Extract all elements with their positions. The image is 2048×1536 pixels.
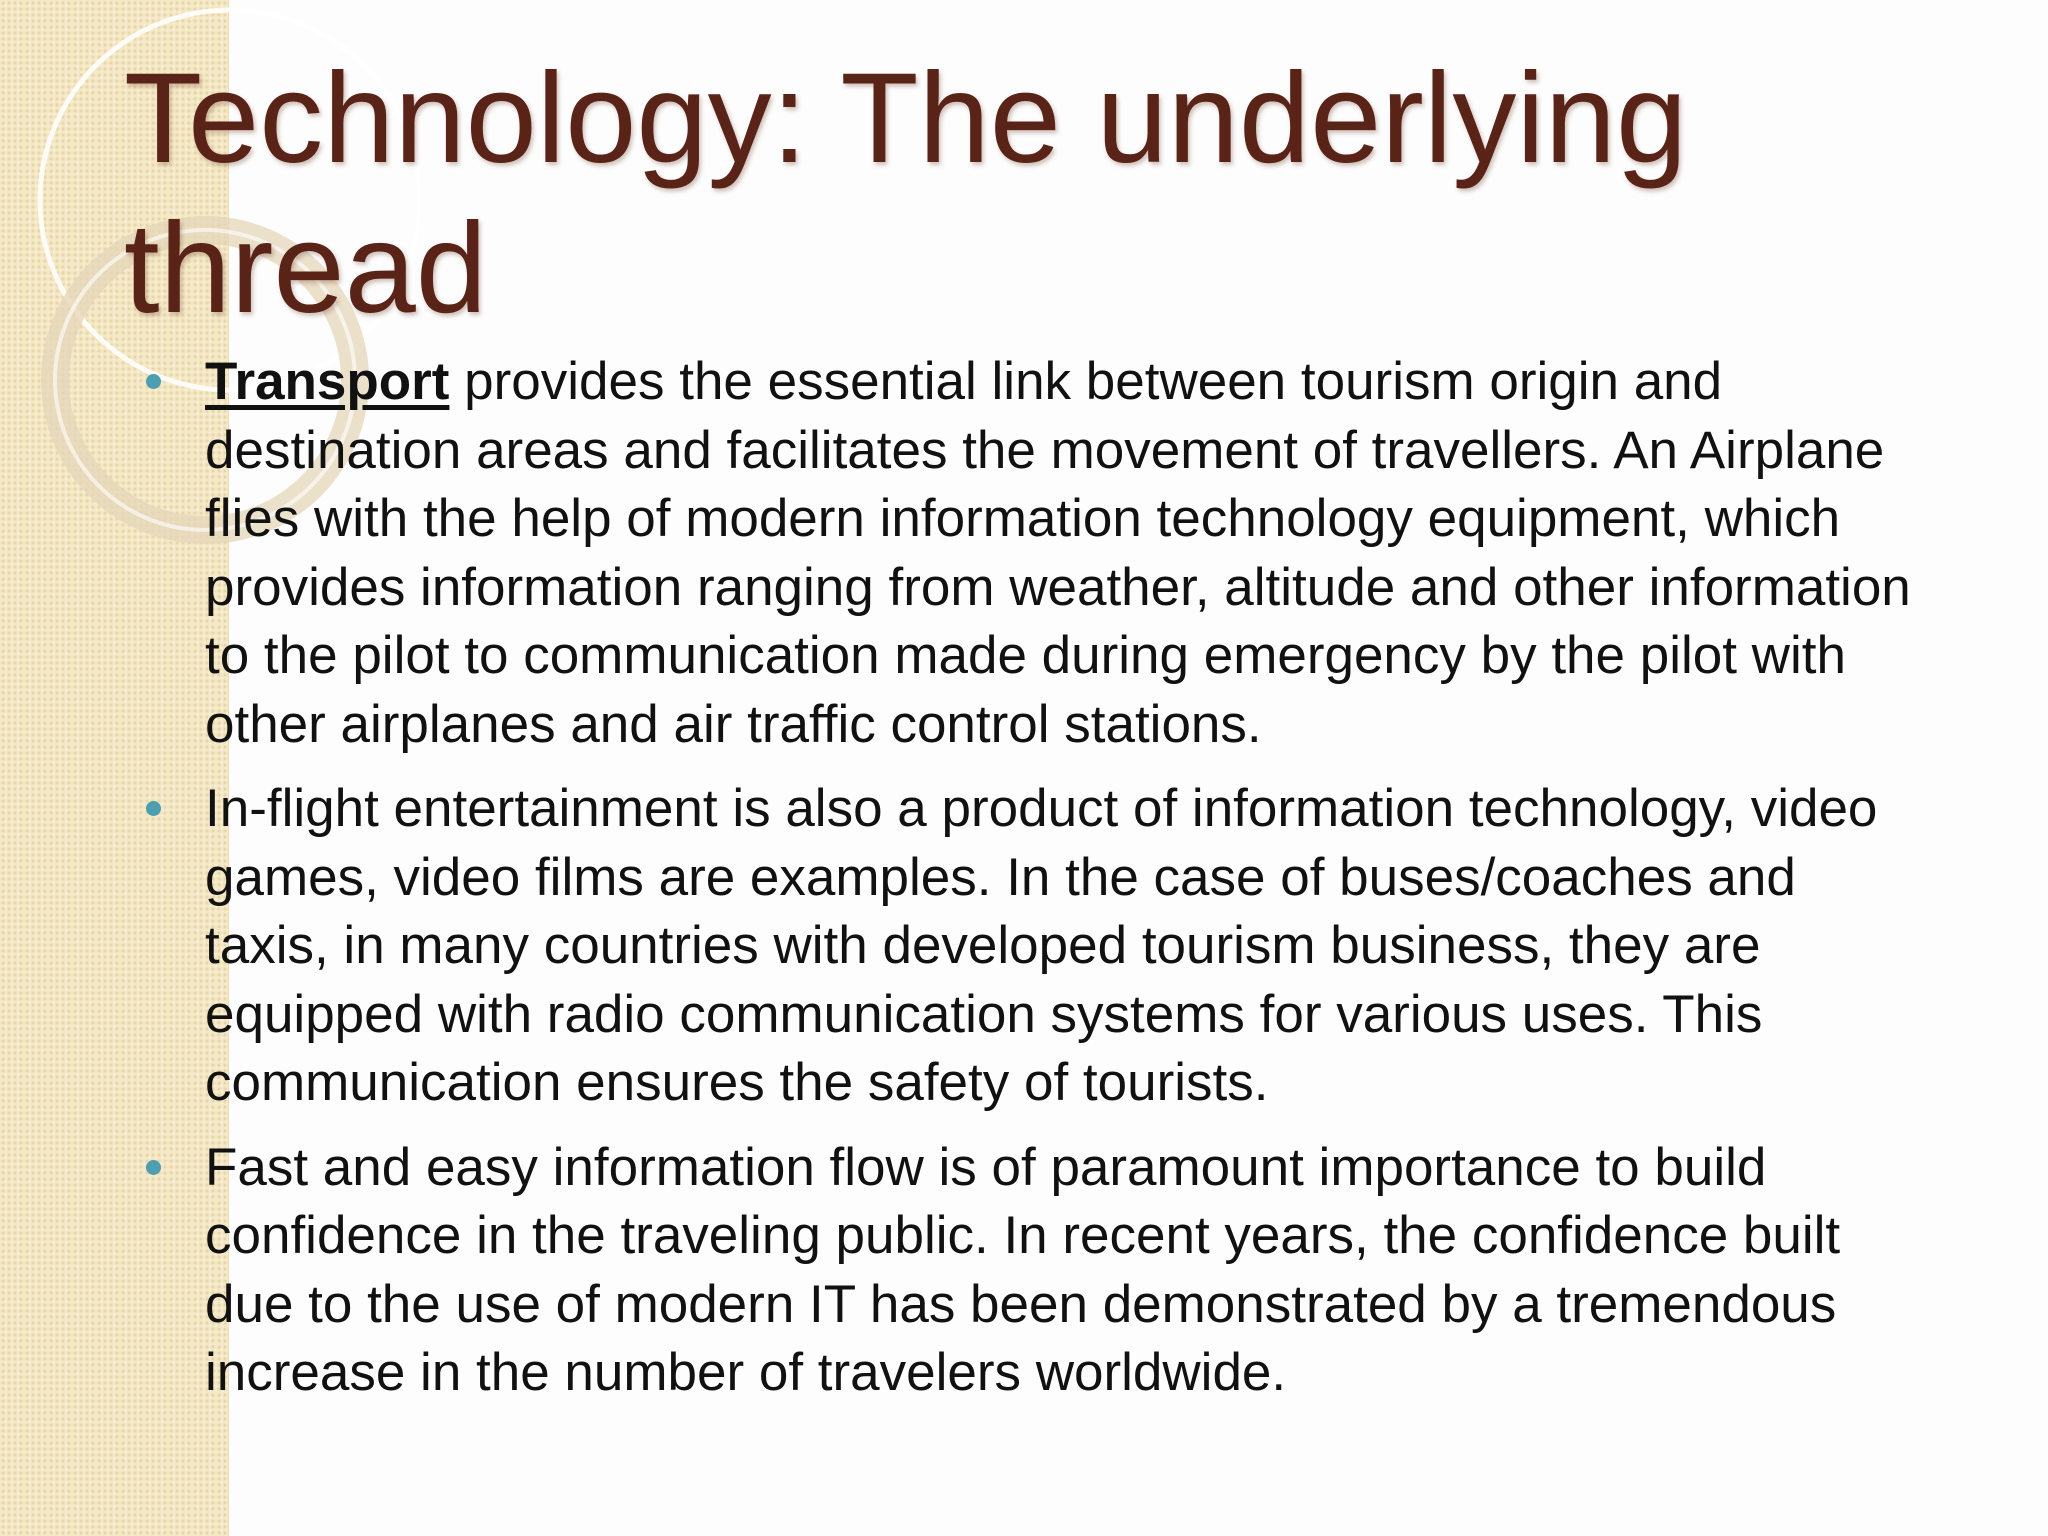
bullet-emphasis: Transport <box>205 352 450 411</box>
bullet-text: provides the essential link between tourism origin and destination areas and facilitates the movement of travellers. An Airplane flies with the help of modern information technology equipment, which provides information ranging from weather, altitude and other information to the pilot to communication made during emergency by the pilot with other airplanes and air traffic control stations. <box>205 352 1911 754</box>
bullet-information-flow <box>205 1134 1925 1408</box>
slide-title: Technology: The underlying thread <box>124 47 1688 340</box>
bullet-dot-icon <box>146 801 161 816</box>
bullet-text: In-flight entertainment is also a product of information technology, video games, video films are examples. In the case of buses/coaches and taxis, in many countries with developed tourism business, they are equipped with radio communication systems for various uses. This communication ensures the safety of tourists. <box>205 779 1878 1112</box>
bullet-inflight-entertainment <box>205 775 1925 1118</box>
bullet-text: Fast and easy information flow is of paramount importance to build confidence in the traveling public. In recent years, the confidence built due to the use of modern IT has been demonstrated by a tremendous increase in the number of travelers worldwide. <box>205 1137 1841 1402</box>
bullet-dot-icon <box>146 1160 161 1175</box>
slide-bullet-list <box>205 348 1925 1424</box>
bullet-dot-icon <box>146 374 161 389</box>
bullet-transport <box>205 348 1925 759</box>
